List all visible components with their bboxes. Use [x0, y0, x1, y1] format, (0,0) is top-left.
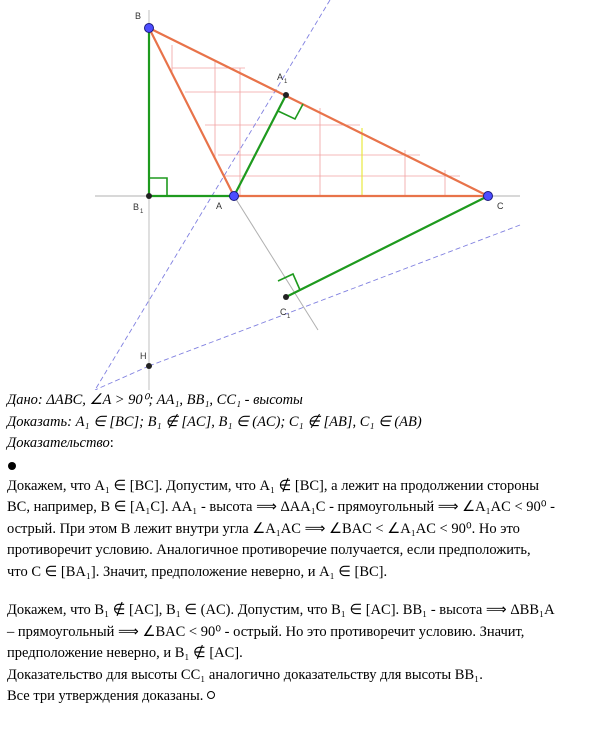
label-b1-sub: 1	[140, 209, 144, 215]
p2-line: Доказательство для высоты CC₁ аналогично доказательству для высоты BB₁.	[7, 666, 483, 683]
p1-line: противоречит условию. Аналогичное противоречие получается, если предположить,	[7, 542, 531, 558]
p2-line: предположение неверно, и B₁ ∉ [AC].	[7, 645, 243, 661]
end-circle-icon	[207, 691, 215, 699]
point-a	[230, 192, 239, 201]
right-angle-a1	[278, 104, 303, 119]
triangle-abc	[149, 28, 488, 196]
proof-colon: :	[109, 435, 114, 451]
p2-last-line	[7, 686, 597, 708]
line-cc1-extended	[149, 225, 520, 366]
label-c1-sub: 1	[287, 314, 291, 320]
given-label: Дано	[7, 392, 38, 408]
label-b: B	[135, 11, 142, 21]
point-a1	[283, 92, 289, 98]
right-angle-c1	[278, 274, 300, 290]
given-body: : ΔABC, ∠A > 90⁰; AA₁, BB₁, CC₁ - высоты	[37, 392, 303, 408]
p1-line: BC, например, B ∈ [A₁C]. AA₁ - высота ⟹ ΔAA₁C - прямоугольный ⟹ ∠A₁AC < 90⁰ -	[7, 499, 556, 515]
label-a1-sub: 1	[284, 79, 288, 85]
line-ba-extended	[234, 196, 318, 330]
proof-text	[7, 390, 597, 708]
p1-line: Докажем, что A₁ ∈ [BC]. Допустим, что A₁ ∉ [BC], а лежит на продолжении стороны	[7, 477, 539, 494]
proof-heading	[7, 433, 597, 455]
label-a: A	[216, 201, 223, 211]
p2-line: – прямоугольный ⟹ ∠BAC < 90⁰ - острый. Но это противоречит условию. Значит,	[7, 623, 525, 640]
altitude-cc1	[286, 196, 488, 297]
point-c	[484, 192, 493, 201]
given-line	[7, 390, 597, 412]
prove-body: : A₁ ∈ [BC]; B₁ ∉ [AC], B₁ ∈ (AC); C₁ ∉ [AB], C₁ ∈ (AB)	[67, 413, 422, 430]
p1-line: что C ∈ [BA₁]. Значит, предположение неверно, и A₁ ∈ [BC].	[7, 563, 388, 580]
point-c1	[283, 294, 289, 300]
p1-line: острый. При этом B лежит внутри угла ∠A₁AC ⟹ ∠BAC < ∠A₁AC < 90⁰. Но это	[7, 520, 520, 537]
right-angle-b1	[149, 178, 167, 196]
proof-label: Доказательство	[7, 435, 110, 451]
bullet-icon	[8, 462, 16, 470]
p2-line: Докажем, что B₁ ∉ [AC], B₁ ∈ (AC). Допустим, что B₁ ∈ [AC]. BB₁ - высота ⟹ ΔBB₁A	[7, 602, 555, 618]
altitude-aa1	[234, 95, 286, 196]
p2-last-text: Все три утверждения доказаны.	[7, 688, 204, 704]
point-h	[146, 363, 152, 369]
prove-label: Доказать	[7, 413, 68, 430]
label-a1: A	[277, 72, 284, 82]
point-b1	[146, 193, 152, 199]
label-b1: B	[133, 202, 140, 212]
label-h: H	[140, 351, 147, 361]
label-c: C	[497, 201, 504, 211]
prove-line	[7, 412, 597, 434]
triangle-grid	[172, 45, 460, 196]
point-b	[145, 24, 154, 33]
line-cc1-extended-tail	[95, 366, 149, 390]
label-c1: C	[280, 307, 287, 317]
